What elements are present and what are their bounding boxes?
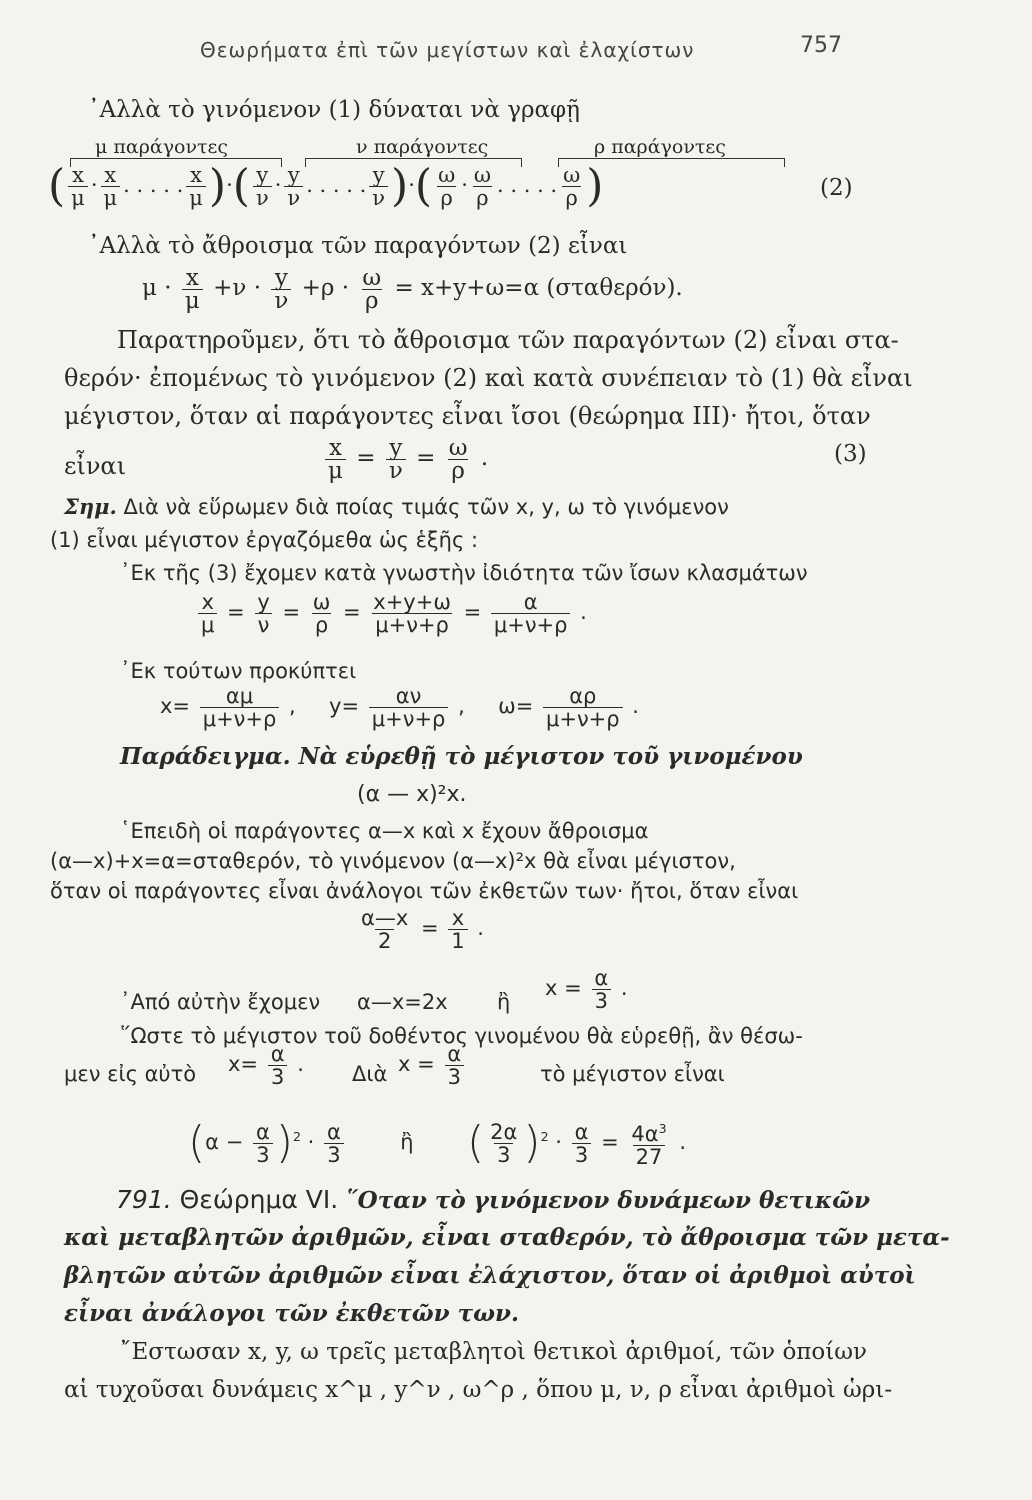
note-line [64,493,729,521]
theorem-text: εἶναι ἀνάλογοι τῶν ἐκθετῶν των. [64,1300,519,1327]
ratio-example: $\frac{\alpha—x}{2}$ = $\frac{x}{1}$ . [361,905,484,953]
text-line: εἶναι [64,452,127,480]
sum-result: = x+y+ω=α (σταθερόν). [394,275,683,301]
text-line: (α—x)+x=α=σταθερόν, τὸ γινόμενον (α—x)²x θὰ εἶναι μέγιστον, [50,849,736,873]
page-number: 757 [800,33,842,58]
equation-2: ( $\frac{x}{\mu}$ · $\frac{x}{\mu}$ . . . . . $\frac{x}{\mu}$ )·( $\frac{y}{\nu}$ · $\frac{y}{\nu}$ . . . . . $\frac{y}{\nu}$ )·( $\frac{\omega}{\rho}$ · $\frac{\omega}{\rho}$ . . . . . $\frac{\omega}{\rho}$ ) [48,160,604,212]
note-label: Σημ. [64,494,117,519]
x-substitute: x = $\frac{\alpha}{3}$ [398,1042,467,1088]
math-expression: α—x=2x [357,990,448,1014]
theorem-number: 791. [116,1185,172,1214]
text-word: ἢ [497,990,511,1014]
text-line: ᾽Εκ τούτων προκύπτει [120,659,357,683]
brace-label-mu: μ παράγοντες [95,136,229,158]
brace-label-rho: ρ παράγοντες [594,136,726,158]
text-line: ᾽Εκ τῆς (3) ἔχομεν κατὰ γνωστὴν ἰδιότητα τῶν ἴσων κλασμάτων [120,561,808,585]
text-line: (1) εἶναι μέγιστον ἐργαζόμεθα ὡς ἑξῆς : [50,528,479,552]
brace-label-nu: ν παράγοντες [356,136,489,158]
text-line: ῞Ωστε τὸ μέγιστον τοῦ δοθέντος γινομένου θὰ εὑρεθῇ, ἂν θέσω- [120,1024,803,1048]
text-line: αἱ τυχοῦσαι δυνάμεις x^μ , y^ν , ω^ρ , ὅπου μ, ν, ρ εἶναι ἀριθμοὶ ὡρι- [64,1377,893,1403]
theorem-text: ῞Οταν τὸ γινόμενον δυνάμεων θετικῶν [346,1187,871,1214]
text-line: ῎Εστωσαν x, y, ω τρεῖς μεταβλητοὶ θετικοὶ ἀριθμοί, τῶν ὁποίων [120,1339,868,1365]
text-line: Παρατηροῦμεν, ὅτι τὸ ἄθροισμα τῶν παραγόντων (2) εἶναι στα- [117,326,899,354]
x-solution: x = $\frac{\alpha}{3}$ . [545,965,628,1013]
sum-equation: μ · $\frac{x}{\mu}$ +ν · $\frac{y}{\nu}$ +ρ · $\frac{\omega}{\rho}$ = x+y+ω=α (σταθερόν). [142,264,683,314]
text-line: μεν εἰς αὐτὸ [64,1062,197,1086]
solution-equation: x= $\frac{\alpha\mu}{\mu+\nu+\rho}$ , y= $\frac{\alpha\nu}{\mu+\nu+\rho}$ , ω= $\frac{\alpha\rho}{\mu+\nu+\rho}$ . [160,683,639,731]
example-expression: (α — x)²x. [357,782,467,807]
text-line: μέγιστον, ὅταν αἱ παράγοντες εἶναι ἴσοι (θεώρημα III)· ἤτοι, ὅταν [64,402,871,430]
text-line: ῾Επειδὴ οἱ παράγοντες α—x καὶ x ἔχουν ἄθροισμα [120,819,649,843]
x-substitute: x= $\frac{\alpha}{3}$ . [228,1041,304,1089]
text-line: ᾽Αλλὰ τὸ γινόμενον (1) δύναται νὰ γραφῇ [88,97,580,123]
theorem-heading [116,1186,870,1215]
equation-label: (3) [834,441,867,467]
example-title: Παράδειγμα. Νὰ εὑρεθῇ τὸ μέγιστον τοῦ γινομένου [120,743,803,770]
text-line: ὅταν οἱ παράγοντες εἶναι ἀνάλογοι τῶν ἐκθετῶν των· ἤτοι, ὅταν εἶναι [50,879,799,903]
text-line: ᾽Αλλὰ τὸ ἄθροισμα τῶν παραγόντων (2) εἶναι [88,233,628,259]
theorem-text: βλητῶν αὐτῶν ἀριθμῶν εἶναι ἐλάχιστον, ὅταν οἱ ἀριθμοὶ αὐτοὶ [64,1262,916,1289]
text-word: Διὰ [352,1062,388,1086]
ratio-equation: $\frac{x}{\mu}$ = $\frac{y}{\nu}$ = $\frac{\omega}{\rho}$ = $\frac{x+y+\omega}{\mu+\nu+\rho}$ = $\frac{\alpha}{\mu+\nu+\rho}$ . [195,590,587,636]
text-line: τὸ μέγιστον εἶναι [540,1062,725,1086]
text-line: ᾽Από αὐτὴν ἔχομεν [120,990,321,1014]
max-value-equation: (α − $\frac{\alpha}{3}$ )$^2$ · $\frac{\alpha}{3}$ ἢ ( $\frac{2\alpha}{3}$ )$^2$ · $\frac{\alpha}{3}$ = $\frac{4\alpha^3}{27}$ . [188,1117,686,1169]
theorem-text: καὶ μεταβλητῶν ἀριθμῶν, εἶναι σταθερόν, τὸ ἄθροισμα τῶν μετα- [64,1224,950,1251]
equation-label: (2) [820,175,853,201]
theorem-label: Θεώρημα VI. [179,1185,339,1214]
equation-3: $\frac{x}{\mu}$ = $\frac{y}{\nu}$ = $\frac{\omega}{\rho}$ . [322,436,488,482]
text-line: θερόν· ἐπομένως τὸ γινόμενον (2) καὶ κατὰ συνέπειαν τὸ (1) θὰ εἶναι [64,364,913,392]
note-text: Διὰ νὰ εὕρωμεν διὰ ποίας τιμάς τῶν x, y, ω τὸ γινόμενον [123,495,729,519]
text-word: ἢ [400,1130,414,1154]
running-header: Θεωρήματα ἐπὶ τῶν μεγίστων καὶ ἐλαχίστων [200,38,695,62]
